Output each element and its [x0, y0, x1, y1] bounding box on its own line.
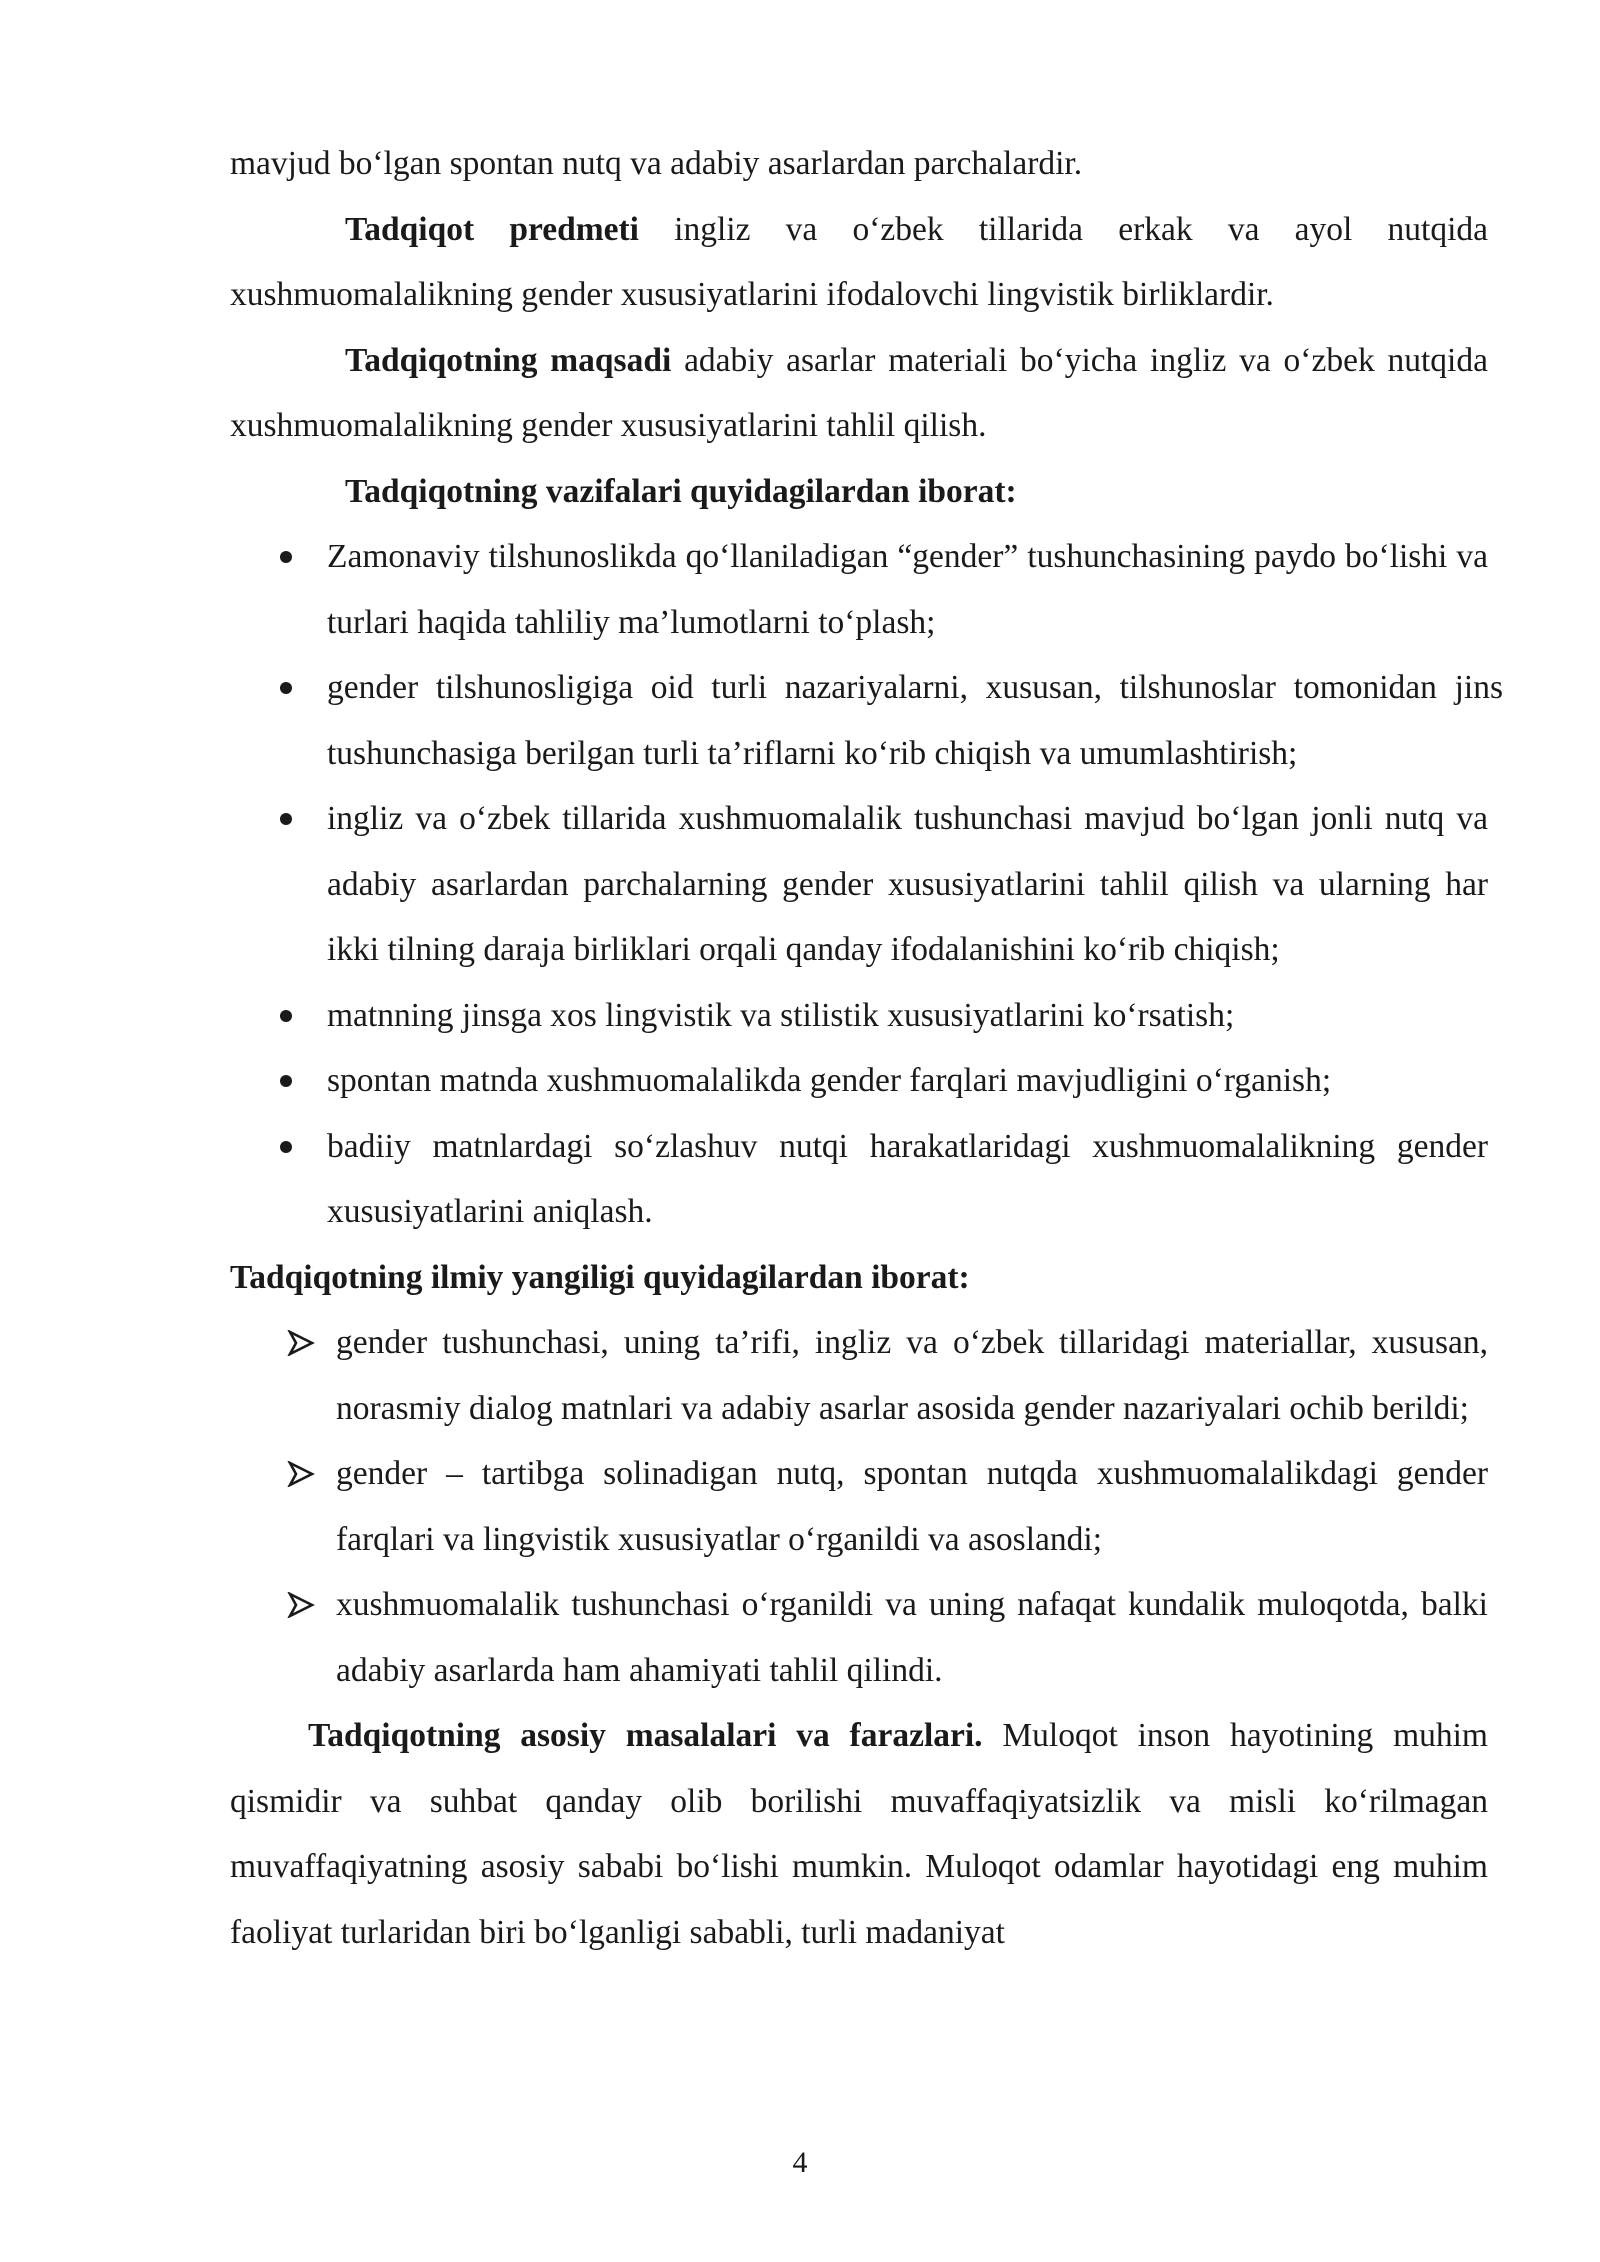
- page-body: [230, 131, 1503, 1965]
- intro-line: mavjud bo‘lgan spontan nutq va adabiy asarlardan parchalardir.: [230, 145, 1083, 182]
- novelty-heading-text: Tadqiqotning ilmiy yangiligi quyidagilardan iborat:: [230, 1258, 970, 1296]
- research-subject-paragraph: [230, 197, 1488, 328]
- list-item: [230, 1048, 1488, 1114]
- bullet-icon: [280, 813, 292, 825]
- list-item-text: spontan matnda xushmuomalalikda gender farqlari mavjudligini o‘rganish;: [327, 1062, 1332, 1099]
- tasks-heading-text: Tadqiqotning vazifalari quyidagilardan iborat:: [345, 472, 1017, 510]
- list-item: [230, 524, 1488, 655]
- hypotheses-paragraph: [230, 1703, 1488, 1965]
- tasks-list: [230, 524, 1503, 1245]
- research-aim-text: adabiy asarlar materiali bo‘yicha ingliz va o‘zbek nutqida xushmuomalalikning gender xususiyatlarini tahlil qilish.: [230, 341, 1488, 444]
- list-item: [230, 1114, 1488, 1245]
- list-item-text: xushmuomalalik tushunchasi o‘rganildi va uning nafaqat kundalik muloqotda, balki adabiy asarlarda ham ahamiyati tahlil qilindi.: [336, 1586, 1488, 1689]
- list-item: [230, 786, 1488, 983]
- tasks-heading: [230, 459, 1488, 525]
- list-item-text: ingliz va o‘zbek tillarida xushmuomalalik tushunchasi mavjud bo‘lgan jonli nutq va adabiy asarlardan parchalarning gender xususiyatlarini tahlil qilish va ularning har ikki tilning daraja birliklari orqali qanday ifodalanishini ko‘rib chiqish;: [327, 800, 1488, 968]
- research-aim-label: Tadqiqotning maqsadi: [345, 341, 672, 379]
- research-subject-text: ingliz va o‘zbek tillarida erkak va ayol nutqida xushmuomalalikning gender xususiyatlarini ifodalovchi lingvistik birliklardir.: [230, 210, 1488, 313]
- research-aim-paragraph: [230, 328, 1488, 459]
- novelty-list: [230, 1310, 1488, 1703]
- list-item: [230, 1310, 1488, 1441]
- bullet-icon: [280, 682, 292, 694]
- hypotheses-text: Muloqot inson hayotining muhim qismidir va suhbat qanday olib borilishi muvaffaqiyatsizlik va misli ko‘rilmagan muvaffaqiyatning asosiy sababi bo‘lishi mumkin. Muloqot odamlar hayotidagi eng muhim faoliyat turlaridan biri bo‘lganligi sababli, turli madaniyat: [230, 1717, 1488, 1951]
- novelty-heading: [230, 1245, 1488, 1311]
- arrow-bullet-icon: [287, 1592, 315, 1618]
- list-item-text: Zamonaviy tilshunoslikda qo‘llaniladigan “gender” tushunchasining paydo bo‘lishi va turlari haqida tahliliy ma’lumotlarni to‘plash;: [327, 538, 1488, 641]
- bullet-icon: [280, 551, 292, 563]
- list-item: [230, 1441, 1488, 1572]
- hypotheses-label: Tadqiqotning asosiy masalalari va farazlari.: [308, 1717, 983, 1754]
- list-item-text: matnning jinsga xos lingvistik va stilistik xususiyatlarini ko‘rsatish;: [327, 996, 1235, 1034]
- bullet-icon: [280, 1075, 292, 1087]
- list-item-text: gender tushunchasi, uning ta’rifi, ingliz va o‘zbek tillaridagi materiallar, xususan, norasmiy dialog matnlari va adabiy asarlar asosida gender nazariyalari ochib berildi;: [336, 1324, 1488, 1427]
- bullet-icon: [280, 1141, 292, 1153]
- bullet-icon: [280, 1010, 292, 1022]
- arrow-bullet-icon: [287, 1461, 315, 1487]
- list-item: [230, 655, 1503, 786]
- list-item: [230, 1572, 1488, 1703]
- list-item-text: gender – tartibga solinadigan nutq, spontan nutqda xushmuomalalikdagi gender farqlari va lingvistik xususiyatlar o‘rganildi va asoslandi;: [336, 1455, 1488, 1558]
- list-item-text: gender tilshunosligiga oid turli nazariyalarni, xususan, tilshunoslar tomonidan jins tushunchasiga berilgan turli ta’riflarni ko‘rib chiqish va umumlashtirish;: [327, 669, 1503, 772]
- research-subject-label: Tadqiqot predmeti: [345, 210, 639, 248]
- list-item: [230, 983, 1488, 1049]
- arrow-bullet-icon: [287, 1330, 315, 1356]
- page-number: 4: [792, 2146, 808, 2179]
- list-item-text: badiiy matnlardagi so‘zlashuv nutqi harakatlaridagi xushmuomalalikning gender xususiyatlarini aniqlash.: [327, 1127, 1488, 1230]
